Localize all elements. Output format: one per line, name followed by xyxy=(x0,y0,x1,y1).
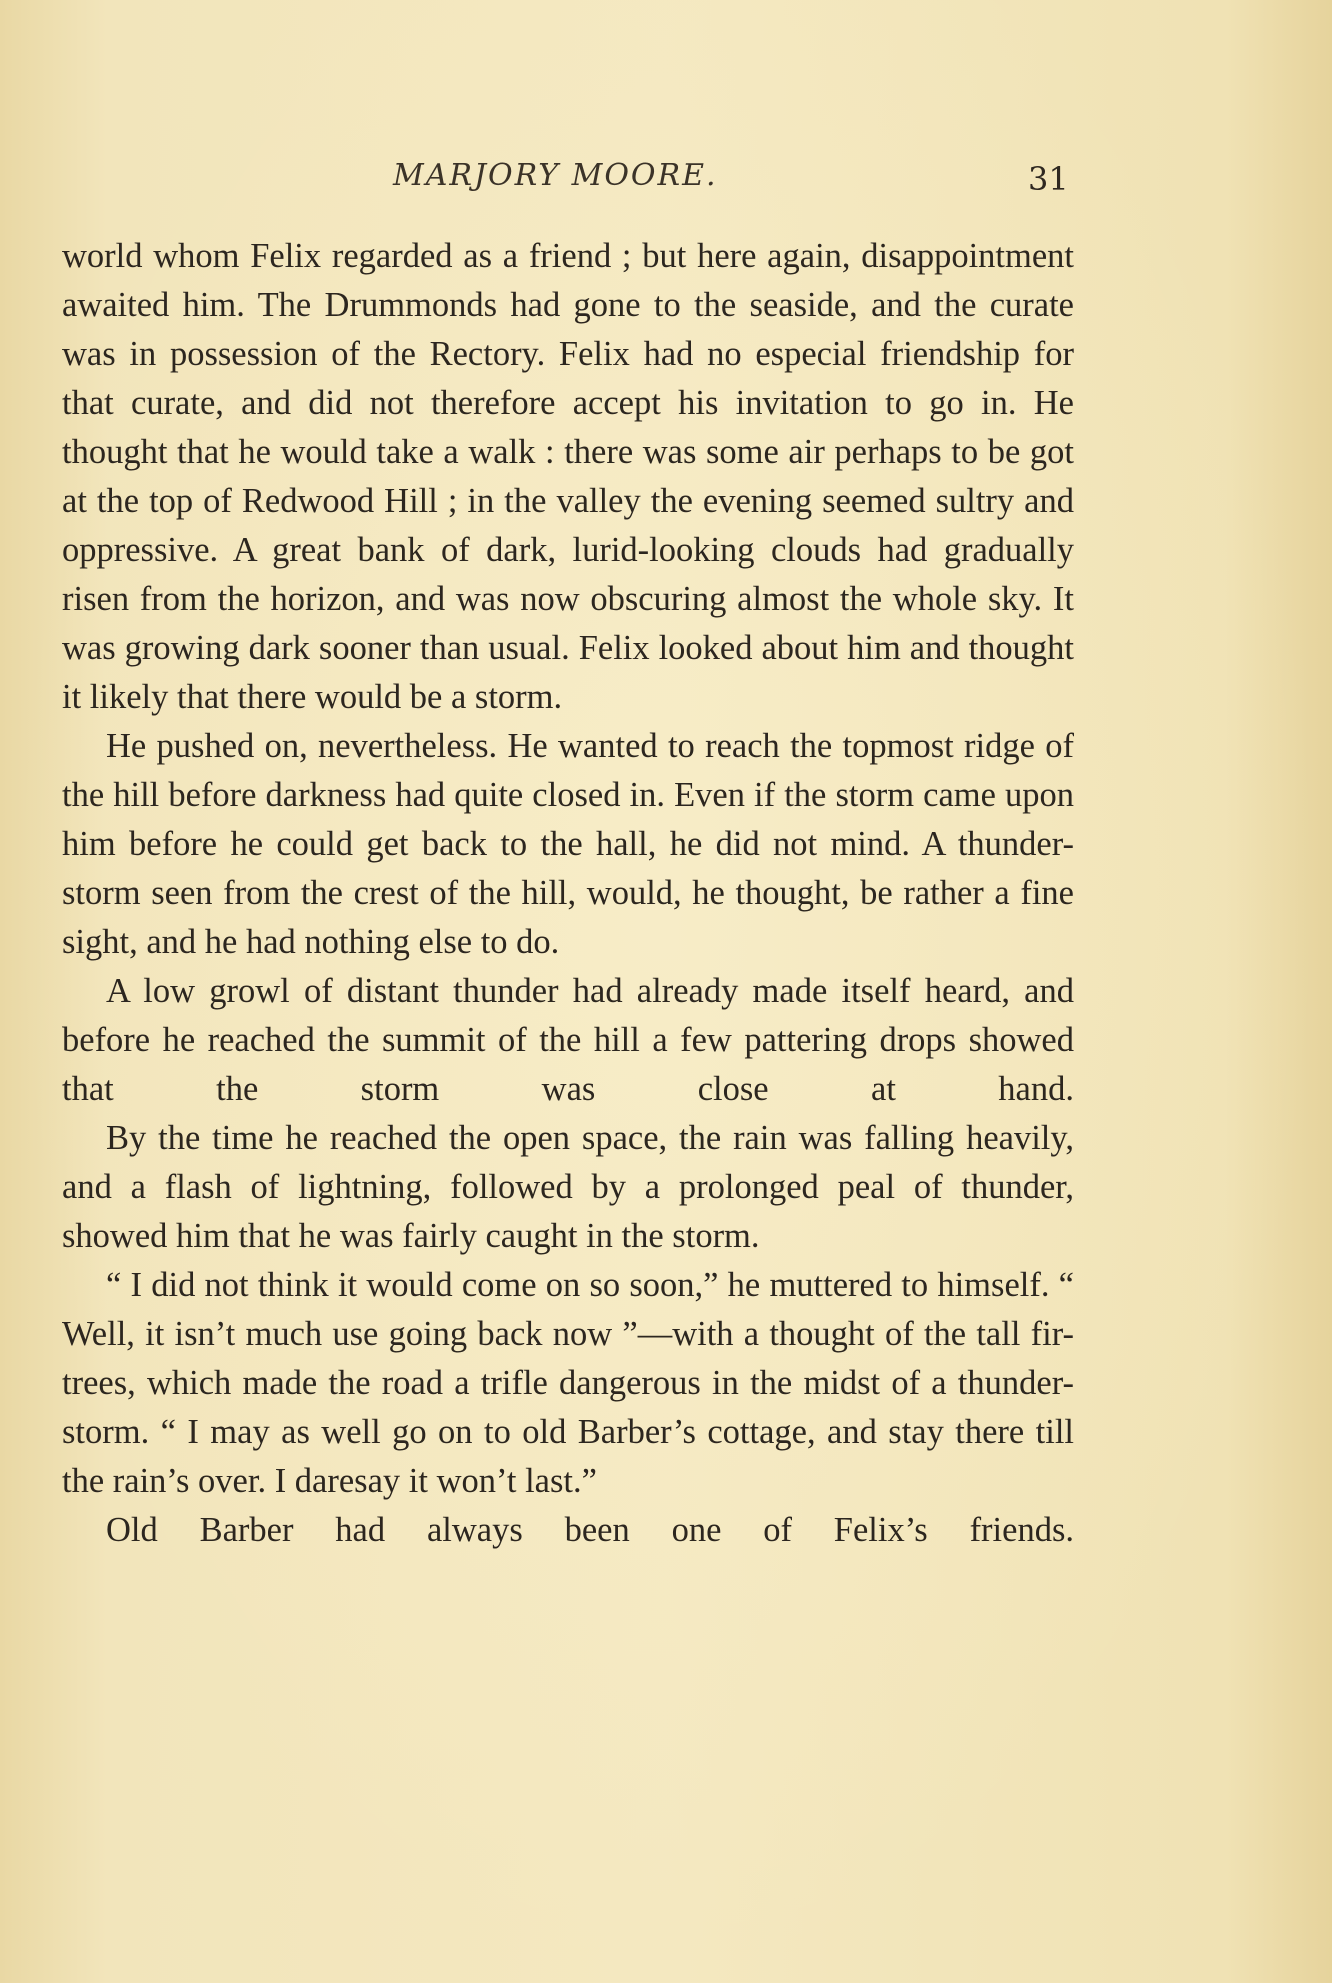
paragraph-2: He pushed on, nevertheless. He wanted to reach the topmost ridge of the hill before darkness had quite closed in. Even if the storm came upon him before he could get back to the hall, he did not mind. A thunder-storm seen from the crest of the hill, would, he thought, be rather a fine sight, and he had nothing else to do. xyxy=(62,727,1074,961)
page-number: 31 xyxy=(1028,160,1069,198)
paragraph-5: “ I did not think it would come on so soon,” he muttered to himself. “ Well, it isn’t much use going back now ”—with a thought of the tall fir-trees, which made the road a trifle dangerous in the midst of a thunder-storm. “ I may as well go on to old Barber’s cottage, and stay there till the rain’s over. I daresay it won’t last.” xyxy=(62,1266,1074,1500)
page-header xyxy=(0,150,1332,210)
paragraph-6: Old Barber had always been one of Felix’s friends. xyxy=(106,1511,1074,1549)
paragraph-3: A low growl of distant thunder had already made itself heard, and before he reached the summit of the hill a few pattering drops showed that the storm was close at hand. xyxy=(62,972,1074,1108)
body-text xyxy=(62,232,1074,1555)
paragraph-4: By the time he reached the open space, the rain was falling heavily, and a flash of lightning, followed by a prolonged peal of thunder, showed him that he was fairly caught in the storm. xyxy=(62,1119,1074,1255)
paragraph-1: world whom Felix regarded as a friend ; but here again, disappointment awaited him. The Drummonds had gone to the seaside, and the curate was in possession of the Rectory. Felix had no especial friendship for that curate, and did not therefore accept his invitation to go in. He thought that he would take a walk : there was some air perhaps to be got at the top of Redwood Hill ; in the valley the evening seemed sultry and oppressive. A great bank of dark, lurid-looking clouds had gradually risen from the horizon, and was now obscuring almost the whole sky. It was growing dark sooner than usual. Felix looked about him and thought it likely that there would be a storm. xyxy=(62,237,1074,716)
running-title: MARJORY MOORE. xyxy=(393,158,718,193)
